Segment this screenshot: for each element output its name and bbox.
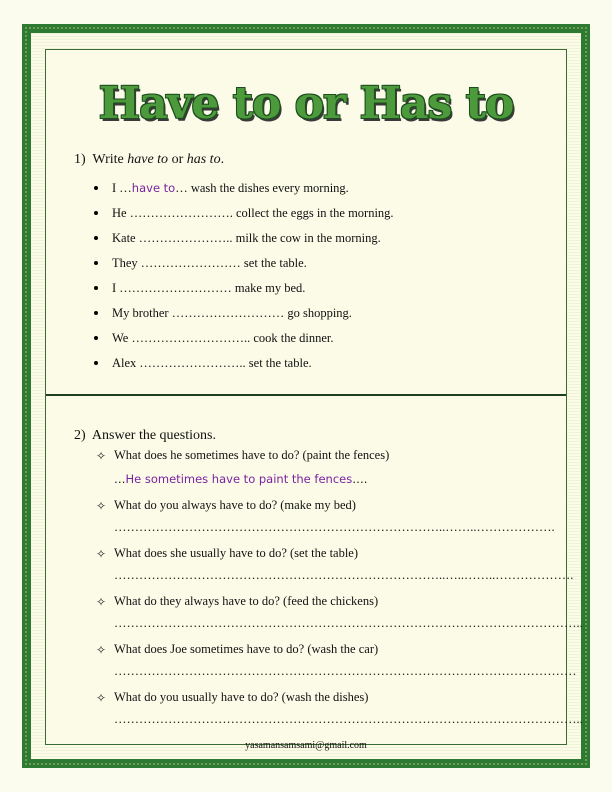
- bullet-icon: [94, 211, 98, 215]
- answer-line: …………………………………………………………………………………………………..: [114, 712, 583, 726]
- instruction-mid: or: [168, 152, 187, 167]
- section-2-heading: [74, 428, 216, 444]
- bullet-icon: [94, 236, 98, 240]
- sentence-item: They …………………… set the table.: [94, 253, 394, 278]
- sentence-item: Kate ………………….. milk the cow in the morning.: [94, 228, 394, 253]
- question: ✧ What do they always have to do? (feed the chickens): [96, 594, 379, 609]
- instruction-pre: Write: [92, 152, 128, 167]
- answer-line: …………………………………………………………………………………………………..: [114, 616, 583, 630]
- question: ✧ What does Joe sometimes have to do? (wash the car): [96, 642, 379, 657]
- instruction-has: has to: [186, 152, 221, 167]
- section-2-instruction: Answer the questions.: [91, 428, 216, 443]
- diamond-bullet-icon: ✧: [96, 643, 107, 657]
- answer-line: …………………………………………………………………………………………………: [114, 664, 577, 678]
- sentence-item: My brother ……………………… go shopping.: [94, 303, 394, 328]
- diamond-bullet-icon: ✧: [96, 449, 107, 463]
- bullet-icon: [94, 286, 98, 290]
- sentence-item: Alex …………………….. set the table.: [94, 353, 394, 378]
- decorative-border: [22, 24, 590, 768]
- question: ✧ What do you usually have to do? (wash the dishes): [96, 690, 369, 705]
- sentence-item: I ……………………… make my bed.: [94, 278, 394, 303]
- filled-answer: have to: [131, 181, 176, 195]
- diamond-bullet-icon: ✧: [96, 691, 107, 705]
- answer-line: ……………………………………………………………………..…..……..……………….: [114, 568, 574, 582]
- bullet-icon: [94, 311, 98, 315]
- question-list: [96, 446, 583, 736]
- section-divider: [46, 394, 566, 396]
- diamond-bullet-icon: ✧: [96, 499, 107, 513]
- bullet-icon: [94, 186, 98, 190]
- author-email: yasamansamsami@gmail.com: [245, 740, 367, 751]
- section-1-number: 1): [74, 152, 86, 167]
- diamond-bullet-icon: ✧: [96, 595, 107, 609]
- answer-line: ……………………………………………………………………..……..……………….: [114, 520, 555, 534]
- section-1-heading: [74, 152, 224, 168]
- bullet-icon: [94, 336, 98, 340]
- worksheet-content: [45, 49, 583, 751]
- section-2-number: 2): [74, 428, 86, 443]
- sentence-item: I …have to… wash the dishes every morning.: [94, 178, 394, 203]
- worksheet-title: Have to or Has to: [98, 78, 514, 129]
- instruction-post: .: [220, 152, 225, 167]
- diamond-bullet-icon: ✧: [96, 547, 107, 561]
- answer-line: …He sometimes have to paint the fences….: [114, 472, 368, 486]
- bullet-icon: [94, 361, 98, 365]
- question: ✧ What does he sometimes have to do? (paint the fences): [96, 448, 390, 463]
- filled-answer: He sometimes have to paint the fences: [125, 472, 353, 486]
- question: ✧ What does she usually have to do? (set the table): [96, 546, 359, 561]
- instruction-have: have to: [127, 152, 169, 167]
- sentence-item: He ……………………. collect the eggs in the morning.: [94, 203, 394, 228]
- sentence-item: We ……………………….. cook the dinner.: [94, 328, 394, 353]
- sentence-list: [94, 178, 394, 378]
- question: ✧ What do you always have to do? (make my bed): [96, 498, 356, 513]
- bullet-icon: [94, 261, 98, 265]
